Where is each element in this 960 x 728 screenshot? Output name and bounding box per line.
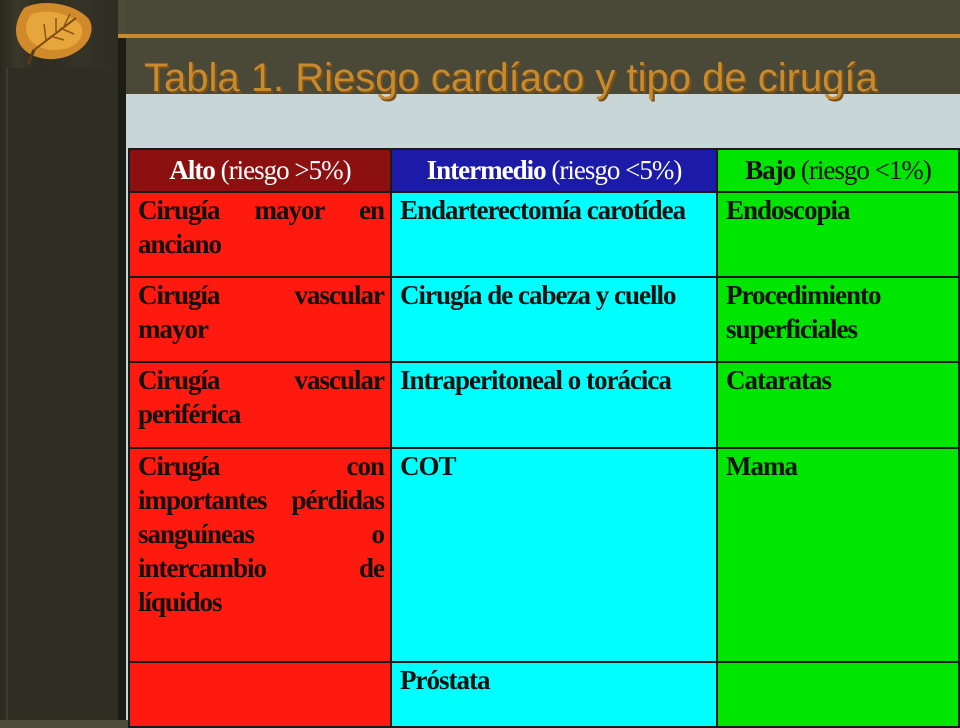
header-intermediate-risk (392, 150, 716, 191)
cell-high: Cirugía vascular periférica (130, 363, 390, 446)
cell-high: Cirugía con importantes pérdidas sanguíneas o intercambio de líquidos (130, 449, 390, 661)
table-row (130, 449, 958, 661)
header-low-rest: (riesgo <1%) (795, 155, 931, 186)
cell-intermediate: Intraperitoneal o torácica (392, 363, 716, 446)
slide-title: Tabla 1. Riesgo cardíaco y tipo de cirugía (144, 56, 878, 100)
cell-intermediate: Próstata (392, 663, 716, 726)
header-intermediate-strong: Intermedio (426, 155, 546, 186)
leaf-icon (4, 0, 108, 70)
header-low-risk (718, 150, 958, 191)
cell-intermediate: Endarterectomía carotídea (392, 193, 716, 276)
table-row (130, 193, 958, 276)
cell-high: Cirugía vascular mayor (130, 278, 390, 361)
risk-table (128, 148, 960, 728)
cell-intermediate: Cirugía de cabeza y cuello (392, 278, 716, 361)
table-row (130, 363, 958, 446)
cell-intermediate: COT (392, 449, 716, 661)
header-high-rest: (riesgo >5%) (214, 155, 351, 186)
header-intermediate-rest: (riesgo <5%) (545, 155, 682, 186)
left-decorative-band (0, 0, 118, 720)
header-high-strong: Alto (169, 155, 215, 186)
cell-low: Endoscopia (718, 193, 958, 276)
left-stripe (6, 68, 112, 720)
cell-high: Cirugía mayor en anciano (130, 193, 390, 276)
table-row (130, 663, 958, 726)
table-header-row (130, 150, 958, 191)
header-low-strong: Bajo (745, 155, 796, 186)
vertical-rule (118, 34, 126, 720)
cell-low: Procedimiento superficiales (718, 278, 958, 361)
cell-low: Cataratas (718, 363, 958, 446)
title-bar (126, 38, 960, 100)
slide (126, 38, 960, 720)
table-row (130, 278, 958, 361)
top-dark-band (126, 0, 960, 34)
cell-low: Mama (718, 449, 958, 661)
header-high-risk (130, 150, 390, 191)
cell-low (718, 663, 958, 726)
cell-high (130, 663, 390, 726)
